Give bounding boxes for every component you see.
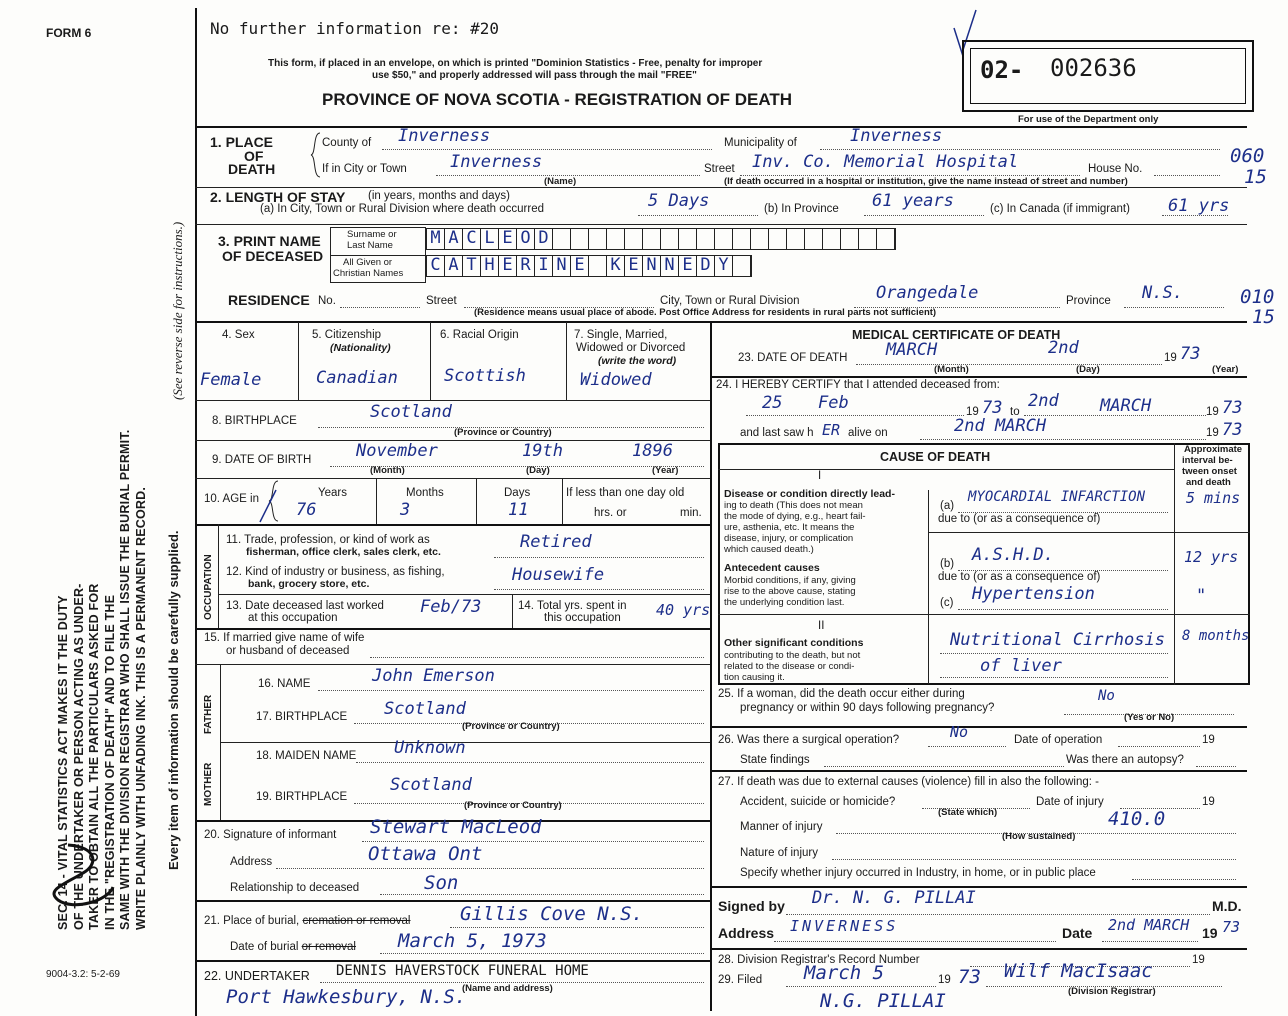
days-label: Days [504,487,531,499]
county-label: County of [322,137,372,149]
racial-origin-label: 6. Racial Origin [440,329,519,341]
last-worked-label: 13. Date deceased last worked [226,600,384,612]
letter-box: L [481,229,499,249]
md-label: M.D. [1212,898,1242,914]
letter-box: E [499,256,517,276]
dob-month-value: November [356,441,438,461]
trade-label: fisherman, office clerk, sales clerk, etc. [246,546,441,558]
occupation-side-label: OCCUPATION [203,554,214,620]
less-than-day-label: If less than one day old [566,487,685,499]
interval-header: tween onset [1182,466,1237,477]
pregnancy-question: pregnancy or within 90 days following pregnancy? [740,702,995,714]
marital-label: Widowed or Divorced [576,342,686,354]
cause-b-interval: 12 yrs [1184,548,1239,566]
registrar-signature: Wilf MacIsaac [1004,960,1153,982]
to-year-value: 73 [1222,398,1243,418]
spouse-label: 15. If married give name of wife [204,632,365,644]
medical-heading: MEDICAL CERTIFICATE OF DEATH [852,328,1061,342]
form-code: 9004-3.2: 5-2-69 [46,969,120,980]
hospital-note: (If death occurred in a hospital or institution, give the name instead of street and number) [724,176,1128,187]
part-i-label: I [818,470,822,482]
due-to-label: due to (or as a consequence of) [938,513,1101,525]
letter-box [679,229,697,249]
vital-statistics-notice [56,170,149,930]
stay-units: (in years, months and days) [368,190,510,202]
form-number: FORM 6 [46,26,92,40]
letter-box: C [463,229,481,249]
filed-label: 29. Filed [718,974,763,986]
notice-line: WRITE PLAINLY WITH UNFADING INK. THIS IS A PERMANENT RECORD. [133,486,148,930]
dob-year-value: 1896 [632,441,673,461]
rule [195,187,1247,188]
informant-signature-label: 20. Signature of informant [204,829,337,841]
notice-line: SAME WITH THE DIVISION REGISTRAR WHO SHALL ISSUE THE BURIAL PERMIT. [118,429,132,930]
no-further-info: No further information re: #20 [210,19,499,38]
residence-note: (Residence means usual place of abode. Post Office Address for residents in rural parts not sufficient) [474,307,937,318]
letter-box: E [571,256,589,276]
year-prefix: 19 [1192,954,1205,966]
cause-a-label: (a) [940,500,955,512]
other-conditions-interval: 8 months [1182,628,1250,644]
total-years-label: 14. Total yrs. spent in [518,600,627,612]
letter-box: A [445,256,463,276]
letter-box: D [535,229,553,249]
burial-date-value: March 5, 1973 [398,930,547,952]
trade-label: 11. Trade, profession, or kind of work as [226,534,430,546]
birthplace-value: Scotland [370,402,452,422]
to-day-value: 2nd [1028,391,1059,411]
interval-header: interval be- [1182,455,1233,466]
state-findings-label: State findings [740,754,810,766]
month-note: (Month) [370,465,405,476]
how-sustained-note: (How sustained) [1002,831,1076,842]
province-country-note: (Province or Country) [462,721,560,732]
direct-cause-label: the mode of dying, e.g., heart fail- [724,511,866,522]
residence-street-label: Street [426,295,457,307]
birthplace-label: 8. BIRTHPLACE [212,415,297,427]
cause-c-value: Hypertension [972,584,1095,604]
father-side-label: FATHER [203,694,214,734]
letter-box [625,229,643,249]
letter-box [805,229,823,249]
margin-code: 010 [1240,286,1275,308]
given-names-boxes [426,255,752,277]
industry-value: Housewife [512,565,605,585]
letter-box: R [517,256,535,276]
other-conditions-label: Other significant conditions [724,637,864,649]
letter-box [769,229,787,249]
letter-box: C [427,256,445,276]
letter-box [733,229,751,249]
minutes-label: min. [680,507,702,519]
informant-address-value: Ottawa Ont [368,843,483,865]
accident-label: Accident, suicide or homicide? [740,796,896,808]
stay-canada-label: (c) In Canada (if immigrant) [990,203,1130,215]
injury-code: 410.0 [1108,808,1166,830]
year-prefix: 19 [1202,925,1218,941]
last-saw-pronoun: ER [822,421,841,439]
citizenship-label: 5. Citizenship [312,329,382,341]
burial-place-label [204,915,410,928]
residence-label: RESIDENCE [228,292,310,308]
letter-box [643,229,661,249]
last-saw-year-value: 73 [1222,420,1243,440]
father-name-value: John Emerson [372,666,495,686]
father-birthplace-value: Scotland [384,699,466,719]
province-country-note: (Province or Country) [454,427,552,438]
year-note: (Year) [1212,364,1239,375]
last-worked-label: at this occupation [248,612,338,624]
maiden-name-label: 18. MAIDEN NAME [256,750,357,762]
street-label: Street [704,163,735,175]
letter-box [553,229,571,249]
marital-label: 7. Single, Married, [574,329,668,341]
citizenship-label: (Nationality) [330,342,391,354]
margin-code: 15 [1252,306,1275,328]
stay-province-label: (b) In Province [764,203,839,215]
cause-b-value: A.S.H.D. [972,545,1054,565]
external-causes-question: 27. If death was due to external causes (violence) fill in also the following: - [718,776,1099,788]
place-label: 1. PLACE [210,134,274,150]
due-to-label: due to (or as a consequence of) [938,571,1101,583]
see-reverse-note: (See reverse side for instructions.) [170,221,185,400]
registration-number: 002636 [1050,54,1137,82]
name-label: OF DECEASED [222,248,324,264]
hours-label: hrs. or [594,507,627,519]
name-labels-box [330,227,426,283]
year-prefix: 19 [938,974,951,986]
months-label: Months [406,487,444,499]
date-of-death-label: 23. DATE OF DEATH [738,352,848,364]
handwritten-mark [28,835,128,915]
surname-boxes [426,228,896,250]
letter-box: N [553,256,571,276]
year-prefix: 19 [966,406,979,418]
year-note: (Year) [652,465,679,476]
marital-label: (write the word) [598,355,677,367]
burial-place-label-struck: cremation or removal [302,915,411,927]
to-month-value: MARCH [1100,396,1152,416]
name-address-note: (Name and address) [462,983,553,994]
registration-number-box [962,40,1254,112]
cause-c-interval: " [1196,586,1207,606]
letter-box [607,229,625,249]
every-item-notice: Every item of information should be carefully supplied. [166,530,181,870]
date-of-operation-label: Date of operation [1014,734,1103,746]
place-label: OF [244,148,264,164]
street-value: Inv. Co. Memorial Hospital [752,152,1019,172]
mother-side-label: MOTHER [203,762,214,806]
antecedent-label: Morbid conditions, if any, giving [724,575,856,586]
column-divider [710,321,712,1011]
registration-prefix: 02- [980,56,1024,84]
letter-box [733,256,751,276]
from-month-value: Feb [818,393,849,413]
letter-box [823,229,841,249]
province-country-note: (Province or Country) [464,800,562,811]
letter-box: K [607,256,625,276]
last-worked-value: Feb/73 [420,597,482,617]
residence-city-value: Orangedale [876,283,979,303]
house-number-label: House No. [1088,163,1143,175]
notice-line: TAKER TO OBTAIN ALL THE PARTICULARS ASKED FOR [87,583,101,930]
signature-date-label: Date [1062,925,1093,941]
signed-by-label: Signed by [718,898,785,914]
other-conditions-value: Nutritional Cirrhosis [950,630,1165,650]
marital-status-value: Widowed [580,370,652,390]
certify-label: 24. I HEREBY CERTIFY that I attended deceased from: [716,379,1000,391]
letter-box: M [427,229,445,249]
letter-box [697,229,715,249]
pregnancy-answer: No [1098,688,1115,704]
cause-b-label: (b) [940,558,955,570]
mother-birthplace-label: 19. BIRTHPLACE [256,791,348,803]
city-value: Inverness [450,152,543,172]
cause-a-interval: 5 mins [1186,489,1241,507]
surgery-question: 26. Was there a surgical operation? [718,734,900,746]
letter-box [589,229,607,249]
age-label: 10. AGE in [204,493,259,505]
letter-box [661,229,679,249]
residence-province-label: Province [1066,295,1111,307]
surname-label: Surname or [347,229,397,240]
record-number-label: 28. Division Registrar's Record Number [718,954,920,966]
age-months-value: 3 [400,500,411,520]
year-prefix: 19 [1202,734,1215,746]
letter-box: A [445,229,463,249]
letter-box [571,229,589,249]
letter-box: N [643,256,661,276]
residence-no-label: No. [318,295,336,307]
division-registrar-note: (Division Registrar) [1068,986,1156,997]
physician-address-label: Address [718,925,775,941]
letter-box: T [463,256,481,276]
residence-city-label: City, Town or Rural Division [660,295,800,307]
burial-date-label-struck: or removal [301,941,356,953]
racial-origin-value: Scottish [444,366,526,386]
letter-box [841,229,859,249]
relationship-label: Relationship to deceased [230,882,360,894]
interval-header: Approximate [1184,444,1243,455]
direct-cause-label: disease, injury, or complication [724,533,854,544]
physician-address: INVERNESS [790,917,899,935]
last-saw-label: and last saw h [740,427,814,439]
mail-note-line1: This form, if placed in an envelope, on which is printed "Dominion Statistics - Free, penalty for improper [268,58,763,69]
form-left-border [195,8,197,1016]
municipality-value: Inverness [850,126,943,146]
burial-place-value: Gillis Cove N.S. [460,903,644,925]
yes-no-note: (Yes or No) [1124,712,1175,723]
letter-box [589,256,607,276]
industry-label: 12. Kind of industry or business, as fishing, [226,566,445,578]
name-label: 3. PRINT NAME [218,233,321,249]
antecedent-label: the underlying condition last. [724,597,845,608]
dod-year-value: 73 [1180,344,1201,364]
letter-box: H [481,256,499,276]
spouse-label: or husband of deceased [226,645,350,657]
surgery-answer: No [950,723,969,741]
undertaker-address: Port Hawkesbury, N.S. [226,986,467,1008]
father-birthplace-label: 17. BIRTHPLACE [256,711,348,723]
antecedent-label: Antecedent causes [724,562,820,574]
letter-box [715,229,733,249]
citizenship-value: Canadian [316,368,398,388]
letter-box: N [661,256,679,276]
city-label: If in City or Town [322,163,407,175]
letter-box [751,229,769,249]
signature-year: 73 [1222,918,1241,936]
state-which-note: (State which) [938,807,998,818]
stay-province-value: 61 years [872,191,954,211]
margin-code: 15 [1244,166,1267,188]
day-note: (Day) [526,465,550,476]
manner-of-injury-label: Manner of injury [740,821,823,833]
letter-box: I [535,256,553,276]
surname-label: Last Name [347,240,393,251]
age-years-value: 76 [296,500,317,520]
other-conditions-value-line2: of liver [980,656,1062,676]
injury-location-label: Specify whether injury occurred in Industry, in home, or in public place [740,867,1096,879]
letter-box [859,229,877,249]
municipality-label: Municipality of [724,137,797,149]
date-of-birth-label: 9. DATE OF BIRTH [212,454,312,466]
year-prefix: 19 [1164,352,1177,364]
month-note: (Month) [934,364,969,375]
letter-box: D [697,256,715,276]
total-years-value: 40 yrs [656,601,711,619]
part-ii-label: II [818,620,825,632]
physician-signature: Dr. N. G. PILLAI [812,888,976,908]
dob-day-value: 19th [522,441,563,461]
margin-code: 060 [1230,145,1265,167]
maiden-name-value: Unknown [394,738,466,758]
signature-date: 2nd MARCH [1108,916,1190,934]
stay-label-text: 2. LENGTH OF STAY [210,189,346,205]
undertaker-label: 22. UNDERTAKER [204,969,310,983]
day-note: (Day) [1076,364,1100,375]
letter-box: O [517,229,535,249]
mail-note-line2: use $50," and properly addressed will pass through the mail "FREE" [372,70,697,81]
form-title: PROVINCE OF NOVA SCOTIA - REGISTRATION OF DEATH [322,90,793,109]
place-label: DEATH [228,161,276,177]
year-prefix: 19 [1206,406,1219,418]
other-conditions-label: tion causing it. [724,672,785,683]
letter-box: E [679,256,697,276]
direct-cause-label: ing to death (This does not mean [724,500,863,511]
given-names-label: Christian Names [333,268,404,279]
industry-label: bank, grocery store, etc. [248,578,370,590]
other-conditions-label: related to the disease or condi- [724,661,855,672]
burial-place-label-text: 21. Place of burial, [204,915,300,927]
from-day-value: 25 [762,393,783,413]
father-name-label: 16. NAME [258,678,311,690]
burial-date-label [230,941,356,954]
date-of-injury-label: Date of injury [1036,796,1104,808]
burial-date-label-text: Date of burial [230,941,299,953]
sex-value: Female [200,370,262,390]
cause-c-label: (c) [940,597,954,609]
direct-cause-label: ure, asthenia, etc. It means the [724,522,855,533]
total-years-label: this occupation [544,612,621,624]
nature-of-injury-label: Nature of injury [740,847,818,859]
from-year-value: 73 [982,398,1003,418]
department-note: For use of the Department only [1018,114,1159,125]
undertaker-name: DENNIS HAVERSTOCK FUNERAL HOME [336,963,589,979]
letter-box [877,229,895,249]
direct-cause-label: which caused death.) [724,544,814,555]
county-value: Inverness [398,126,491,146]
given-names-label: All Given or [343,257,393,268]
notice-line: SEC. 14 - VITAL STATISTICS ACT MAKES IT THE DUTY [56,595,70,930]
notice-line: OF THE UNDERTAKER OR PERSON ACTING AS UNDER- [71,583,86,930]
antecedent-label: rise to the above cause, stating [724,586,856,597]
physician-name-note: N.G. PILLAI [820,990,946,1012]
years-label: Years [318,487,347,499]
filed-year: 73 [958,966,981,988]
age-days-value: 11 [508,500,529,520]
name-note: (Name) [544,176,577,187]
cause-heading: CAUSE OF DEATH [880,450,991,464]
last-saw-date-value: 2nd MARCH [954,416,1047,436]
letter-box [787,229,805,249]
year-prefix: 19 [1202,796,1215,808]
year-prefix: 19 [1206,427,1219,439]
direct-cause-label: Disease or condition directly lead- [724,488,895,500]
rule [195,321,1247,323]
stay-canada-value: 61 yrs [1168,196,1230,216]
other-conditions-label: contributing to the death, but not [724,650,861,661]
trade-value: Retired [520,532,592,552]
rule [195,126,1247,128]
informant-address-label: Address [230,856,273,868]
letter-box: E [499,229,517,249]
informant-signature-value: Stewart MacLeod [370,816,542,838]
residence-province-value: N.S. [1142,283,1183,303]
letter-box: E [625,256,643,276]
dod-day-value: 2nd [1048,338,1079,358]
alive-on-label: alive on [848,427,888,439]
rule [195,224,1247,225]
dod-month-value: MARCH [886,340,938,360]
interval-header: and death [1186,477,1231,488]
autopsy-label: Was there an autopsy? [1066,754,1184,766]
sex-label: 4. Sex [222,329,255,341]
pregnancy-question: 25. If a woman, did the death occur either during [718,688,965,700]
to-label: to [1010,406,1020,418]
stay-city-label: (a) In City, Town or Rural Division where death occurred [260,203,544,215]
letter-box: Y [715,256,733,276]
notice-line: IN THE "REGISTRATION OF DEATH" AND TO FILE THE [102,594,117,930]
stay-city-value: 5 Days [648,191,710,211]
relationship-value: Son [424,872,459,894]
cause-a-value: MYOCARDIAL INFARCTION [968,489,1146,505]
mother-birthplace-value: Scotland [390,775,472,795]
filed-date: March 5 [804,962,885,984]
